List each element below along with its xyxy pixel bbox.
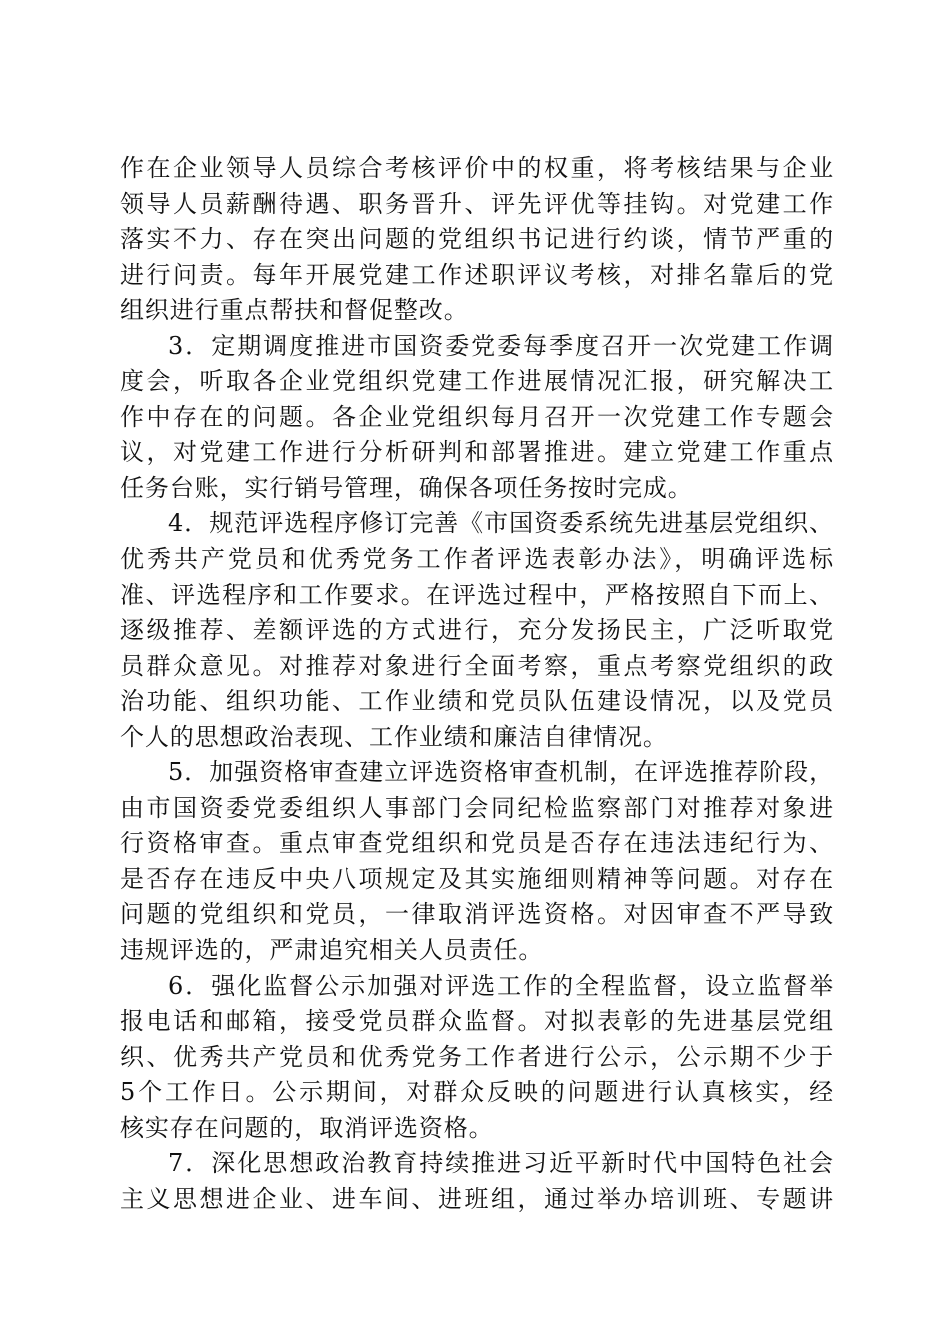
text-line: 织、优秀共产党员和优秀党务工作者进行公示，公示期不少于 xyxy=(120,1042,834,1071)
text-line: 优秀共产党员和优秀党务工作者评选表彰办法》，明确评选标 xyxy=(120,545,834,574)
text-line: 问题的党组织和党员，一律取消评选资格。对因审查不严导致 xyxy=(120,900,834,929)
text-line: 逐级推荐、差额评选的方式进行，充分发扬民主，广泛听取党 xyxy=(120,616,834,645)
paragraph-first-line: 5．加强资格审查建立评选资格审查机制，在评选推荐阶段， xyxy=(168,758,834,787)
paragraph-first-line: 4．规范评选程序修订完善《市国资委系统先进基层党组织、 xyxy=(168,509,834,538)
paragraph-first-line: 7．深化思想政治教育持续推进习近平新时代中国特色社会 xyxy=(168,1149,834,1178)
text-line: 核实存在问题的，取消评选资格。 xyxy=(120,1113,494,1142)
text-line: 行资格审查。重点审查党组织和党员是否存在违法违纪行为、 xyxy=(120,829,834,858)
text-line: 个人的思想政治表现、工作业绩和廉洁自律情况。 xyxy=(120,722,668,751)
text-line: 违规评选的，严肃追究相关人员责任。 xyxy=(120,936,544,965)
text-line: 主义思想进企业、进车间、进班组，通过举办培训班、专题讲 xyxy=(120,1184,834,1213)
text-line: 进行问责。每年开展党建工作述职评议考核，对排名靠后的党 xyxy=(120,260,834,289)
text-line: 落实不力、存在突出问题的党组织书记进行约谈，情节严重的 xyxy=(120,225,834,254)
text-line: 作中存在的问题。各企业党组织每月召开一次党建工作专题会 xyxy=(120,402,834,431)
text-line: 是否存在违反中央八项规定及其实施细则精神等问题。对存在 xyxy=(120,864,834,893)
text-line: 5个工作日。公示期间，对群众反映的问题进行认真核实，经 xyxy=(120,1078,834,1107)
text-line: 度会，听取各企业党组织党建工作进展情况汇报，研究解决工 xyxy=(120,367,834,396)
text-line: 准、评选程序和工作要求。在评选过程中，严格按照自下而上、 xyxy=(120,580,834,609)
body-text xyxy=(120,151,834,1217)
text-line: 由市国资委党委组织人事部门会同纪检监察部门对推荐对象进 xyxy=(120,793,834,822)
text-line: 任务台账，实行销号管理，确保各项任务按时完成。 xyxy=(120,473,693,502)
text-line: 议，对党建工作进行分析研判和部署推进。建立党建工作重点 xyxy=(120,438,834,467)
paragraph-first-line: 3．定期调度推进市国资委党委每季度召开一次党建工作调 xyxy=(168,331,834,360)
text-line: 治功能、组织功能、工作业绩和党员队伍建设情况，以及党员 xyxy=(120,687,834,716)
text-line: 领导人员薪酬待遇、职务晋升、评先评优等挂钩。对党建工作 xyxy=(120,189,834,218)
text-line: 员群众意见。对推荐对象进行全面考察，重点考察党组织的政 xyxy=(120,651,834,680)
text-line: 报电话和邮箱，接受党员群众监督。对拟表彰的先进基层党组 xyxy=(120,1007,834,1036)
text-line: 组织进行重点帮扶和督促整改。 xyxy=(120,296,469,325)
text-line: 作在企业领导人员综合考核评价中的权重，将考核结果与企业 xyxy=(120,154,834,182)
paragraph-first-line: 6．强化监督公示加强对评选工作的全程监督，设立监督举 xyxy=(168,971,834,1000)
